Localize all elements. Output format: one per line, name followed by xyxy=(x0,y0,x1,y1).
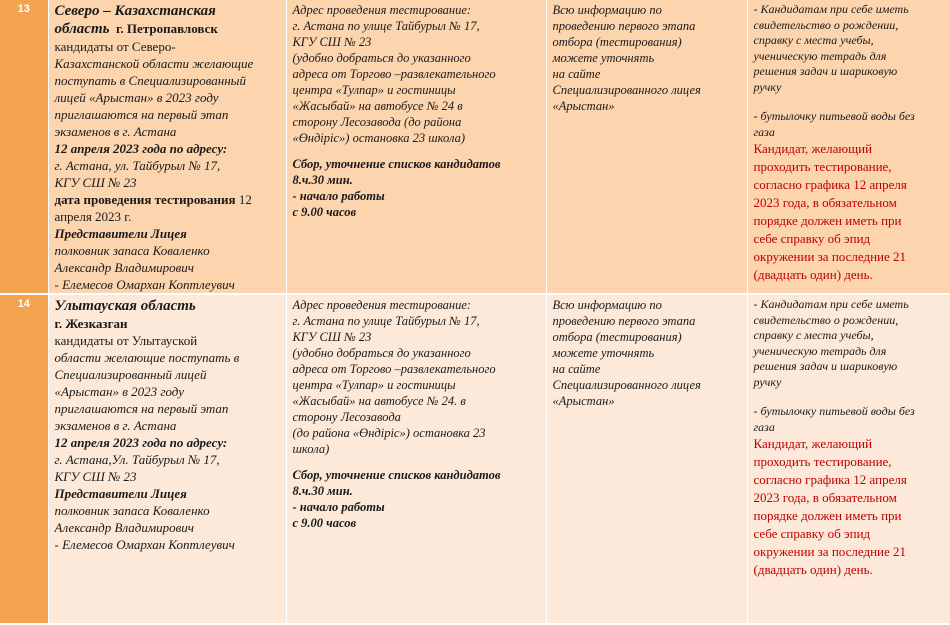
representative-line: полковник запаса Коваленко xyxy=(54,503,210,518)
addr-col-line: г. Астана по улице Тайбурыл № 17, xyxy=(292,19,480,33)
addr-col-line: (до района «Өндіріс») остановка 23 xyxy=(292,426,486,440)
info-line: на сайте xyxy=(552,67,601,81)
addr-col-line: КГУ СШ № 23 xyxy=(292,330,372,344)
req-line: - Кандидатам при себе иметь xyxy=(753,2,909,16)
req-line: ручку xyxy=(753,374,782,389)
addr-col-line: «Өндіріс») остановка 23 школа) xyxy=(292,131,465,145)
requirements-cell xyxy=(747,0,950,294)
desc-line: лицей «Арыстан» в 2023 году xyxy=(54,90,219,105)
water-line: - бутылочку питьевой воды без xyxy=(753,404,915,418)
water-line: - бутылочку питьевой воды без xyxy=(753,109,915,123)
addr-col-line: Адрес проведения тестирование: xyxy=(292,298,472,312)
row-number: 13 xyxy=(0,0,48,294)
water-line: газа xyxy=(753,124,775,139)
info-cell xyxy=(546,294,747,624)
addr-col-line: центра «Тулпар» и гостиницы xyxy=(292,378,456,392)
gather-line: 8.ч.30 мин. xyxy=(292,173,353,187)
representatives-title: Представители Лицея xyxy=(54,486,187,501)
requirements-cell xyxy=(747,294,950,624)
test-date-month: апреля 2023 г. xyxy=(54,209,132,224)
start-line: - начало работы xyxy=(292,500,385,514)
desc-line: кандидаты от Улытауской xyxy=(54,333,198,348)
addr-col-line: г. Астана по улице Тайбурыл № 17, xyxy=(292,314,480,328)
desc-line: поступать в Специализированный xyxy=(54,73,246,88)
warning-text: Кандидат, желающий проходить тестирование, согласно графика 12 апреля 2023 года, в обязательном порядке должен иметь при себе справку об эпид окружении за последние 21 (двадцать один) день. xyxy=(753,141,907,282)
test-date-label: дата проведения тестирования xyxy=(54,192,236,207)
desc-line: кандидаты от Северо- xyxy=(54,39,176,54)
test-date-day: 12 xyxy=(238,192,252,207)
desc-line: экзаменов в г. Астана xyxy=(54,418,177,433)
desc-line: Казахстанской области желающие xyxy=(54,56,254,71)
address-line: КГУ СШ № 23 xyxy=(54,469,137,484)
addr-col-line: (удобно добраться до указанного xyxy=(292,51,471,65)
representative-line: полковник запаса Коваленко xyxy=(54,243,210,258)
table-row xyxy=(0,294,950,624)
req-line: справку с места учебы, xyxy=(753,328,874,342)
addr-col-line: (удобно добраться до указанного xyxy=(292,346,471,360)
info-cell xyxy=(546,0,747,294)
region-cell xyxy=(48,294,286,624)
gather-line: Сбор, уточнение списков кандидатов xyxy=(292,157,501,171)
gather-line: 8.ч.30 мин. xyxy=(292,484,353,498)
region-name: Северо – Казахстанская xyxy=(54,3,216,19)
info-line: Специализированного лицея xyxy=(552,378,701,392)
req-line: ученическую тетрадь для xyxy=(753,48,887,63)
req-line: свидетельство о рождении, xyxy=(753,17,899,32)
req-line: ученическую тетрадь для xyxy=(753,343,887,358)
req-line: - Кандидатам при себе иметь xyxy=(753,297,909,311)
desc-line: «Арыстан» в 2023 году xyxy=(54,384,184,399)
info-line: можете уточнять xyxy=(552,346,655,360)
info-line: «Арыстан» xyxy=(552,394,615,408)
addr-col-line: сторону Лесозавода xyxy=(292,410,401,424)
req-line: решения задач и шариковую xyxy=(753,359,898,373)
start-line: с 9.00 часов xyxy=(292,516,357,530)
req-line: решения задач и шариковую xyxy=(753,64,898,78)
addr-col-line: «Жасыбай» на автобусе № 24. в xyxy=(292,394,466,408)
address-cell xyxy=(286,294,546,624)
info-line: отбора (тестирования) xyxy=(552,330,682,344)
info-line: проведению первого этапа xyxy=(552,314,696,328)
addr-col-line: центра «Тулпар» и гостиницы xyxy=(292,83,456,97)
water-line: газа xyxy=(753,419,775,434)
addr-col-line: «Жасыбай» на автобусе № 24 в xyxy=(292,99,463,113)
representative-line: - Елемесов Омархан Коптлеувич xyxy=(54,277,235,292)
start-line: - начало работы xyxy=(292,189,385,203)
representative-line: - Елемесов Омархан Коптлеувич xyxy=(54,537,235,552)
req-line: справку с места учебы, xyxy=(753,33,874,47)
gather-line: Сбор, уточнение списков кандидатов xyxy=(292,468,501,482)
info-line: на сайте xyxy=(552,362,601,376)
req-line: свидетельство о рождении, xyxy=(753,312,899,327)
table-row xyxy=(0,0,950,294)
info-line: отбора (тестирования) xyxy=(552,35,682,49)
addr-col-line: Адрес проведения тестирование: xyxy=(292,3,472,17)
address-cell xyxy=(286,0,546,294)
info-line: Специализированного лицея xyxy=(552,83,701,97)
warning-text: Кандидат, желающий проходить тестирование, согласно графика 12 апреля 2023 года, в обязательном порядке должен иметь при себе справку об эпид окружении за последние 21 (двадцать один) день. xyxy=(753,436,907,577)
desc-line: приглашаются на первый этап xyxy=(54,107,229,122)
info-line: можете уточнять xyxy=(552,51,655,65)
info-line: «Арыстан» xyxy=(552,99,615,113)
representative-line: Александр Владимирович xyxy=(54,260,194,275)
city-name: г. Петропавловск xyxy=(116,21,218,36)
address-line: г. Астана, ул. Тайбурыл № 17, xyxy=(54,158,221,173)
desc-line: экзаменов в г. Астана xyxy=(54,124,177,139)
representative-line: Александр Владимирович xyxy=(54,520,194,535)
info-line: Всю информацию по xyxy=(552,298,662,312)
addr-col-line: адреса от Торгово –развлекательного xyxy=(292,67,496,81)
region-cell xyxy=(48,0,286,294)
start-line: с 9.00 часов xyxy=(292,205,357,219)
desc-line: области желающие поступать в xyxy=(54,350,240,365)
region-name-cont: область xyxy=(54,21,110,37)
desc-line: Специализированный лицей xyxy=(54,367,207,382)
addr-col-line: КГУ СШ № 23 xyxy=(292,35,372,49)
address-line: КГУ СШ № 23 xyxy=(54,175,137,190)
info-line: проведению первого этапа xyxy=(552,19,696,33)
city-name: г. Жезказган xyxy=(54,316,128,331)
region-name: Улытауская область xyxy=(54,298,196,314)
addr-col-line: адреса от Торгово –развлекательного xyxy=(292,362,496,376)
date-address: 12 апреля 2023 года по адресу: xyxy=(54,435,228,450)
req-line: ручку xyxy=(753,79,782,94)
addr-col-line: сторону Лесозавода (до района xyxy=(292,115,462,129)
info-line: Всю информацию по xyxy=(552,3,662,17)
date-address: 12 апреля 2023 года по адресу: xyxy=(54,141,228,156)
address-line: г. Астана,Ул. Тайбурыл № 17, xyxy=(54,452,220,467)
desc-line: приглашаются на первый этап xyxy=(54,401,229,416)
row-number: 14 xyxy=(0,294,48,624)
addr-col-line: школа) xyxy=(292,442,330,456)
representatives-title: Представители Лицея xyxy=(54,226,187,241)
